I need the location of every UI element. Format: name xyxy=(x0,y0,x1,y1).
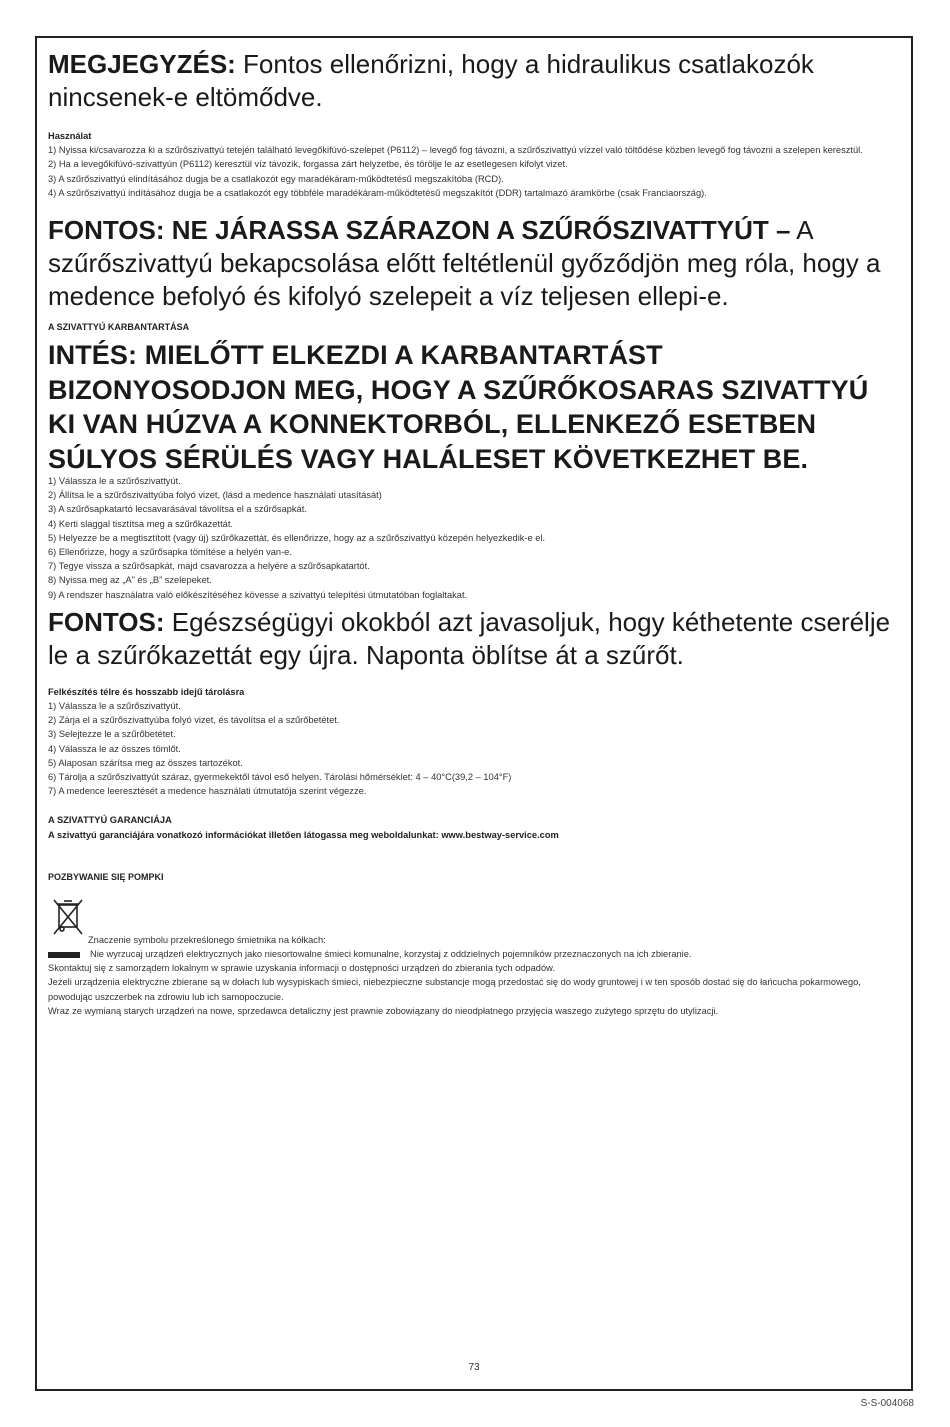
usage-section xyxy=(48,129,900,200)
winter-item: 3) Selejtezze le a szűrőbetétet. xyxy=(48,729,176,740)
important-2-text: Egészségügyi okokból azt javasoljuk, hogy kéthetente cserélje le a szűrőkazettát egy újra. Naponta öblítse át a szűrőt. xyxy=(48,606,891,670)
usage-item: 1) Nyissa ki/csavarozza ki a szűrőszivattyú tetején található levegőkifúvó-szelepet (P6112) – levegő fog távozni, a szűrőszivattyú vízzel való töltődése közben levegő fog távozni a szelepen keresztül. xyxy=(48,145,863,156)
page-frame xyxy=(35,36,913,1391)
disposal-heading: POZBYWANIE SIĘ POMPKI xyxy=(48,871,164,882)
important-2-label: FONTOS: xyxy=(48,606,165,637)
disposal-line-4: Jeżeli urządzenia elektryczne zbierane są w dołach lub wysypiskach śmieci, niebezpieczne substancje mogą przedostać się do wody gruntowej i w ten sposób dostać się do łańcucha pokarmowego, powodując uszczerbek na zdrowiu lub ich samopoczucie. xyxy=(48,977,861,1002)
warranty-section xyxy=(48,813,900,841)
winter-heading: Felkészítés télre és hosszabb idejű tárolásra xyxy=(48,686,245,697)
crossed-bin-icon xyxy=(50,896,86,940)
disposal-line-5: Wraz ze wymianą starych urządzeń na nowe, sprzedawca detaliczny jest prawnie zobowiązany do nieodpłatnego przyjęcia waszego zużytego sprzętu do utylizacji. xyxy=(48,1005,719,1016)
disposal-section xyxy=(48,872,900,1018)
maintenance-section xyxy=(48,322,900,602)
maintenance-item: 6) Ellenőrizze, hogy a szűrősapka tömítése a helyén van-e. xyxy=(48,547,292,558)
maintenance-item: 1) Válassza le a szűrőszivattyút. xyxy=(48,476,181,487)
disposal-line-1: Znaczenie symbolu przekreślonego śmietnika na kółkach: xyxy=(88,934,326,945)
winter-item: 2) Zárja el a szűrőszivattyúba folyó vizet, és távolítsa el a szűrőbetétet. xyxy=(48,715,340,726)
page-number: 73 xyxy=(468,1362,480,1373)
usage-item: 4) A szűrőszivattyú indításához dugja be a csatlakozót egy többféle maradékáram-működtetésű megszakítót (DDR) tartalmazó áramkörbe (csak Franciaország). xyxy=(48,187,707,198)
maintenance-item: 3) A szűrősapkatartó lecsavarásával távolítsa el a szűrősapkát. xyxy=(48,504,307,515)
note-paragraph xyxy=(48,48,900,114)
winter-section xyxy=(48,685,900,799)
note-label: MEGJEGYZÉS: xyxy=(48,49,236,79)
warranty-text: A szivattyú garanciájára vonatkozó információkat illetően látogassa meg weboldalunkat: www.bestway-service.com xyxy=(48,829,559,840)
disposal-line-3: Skontaktuj się z samorządem lokalnym w sprawie uzyskania informacji o dostępności urządzeń do zbierania tych odpadów. xyxy=(48,963,555,974)
maintenance-item: 4) Kerti slaggal tisztítsa meg a szűrőkazettát. xyxy=(48,518,233,529)
important-1-paragraph xyxy=(48,214,900,313)
maintenance-item: 5) Helyezze be a megtisztított (vagy új) szűrőkazettát, és ellenőrizze, hogy az a szűrőszivattyú közepén helyezkedik-e el. xyxy=(48,532,546,543)
maintenance-warning: INTÉS: MIELŐTT ELKEZDI A KARBANTARTÁST BIZONYOSODJON MEG, HOGY A SZŰRŐKOSARAS SZIVATTYÚ KI VAN HÚZVA A KONNEKTORBÓL, ELLENKEZŐ ESETBEN SÚLYOS SÉRÜLÉS VAGY HALÁLESET KÖVETKEZHET BE. xyxy=(48,340,869,474)
maintenance-item: 2) Állítsa le a szűrőszivattyúba folyó vizet, (lásd a medence használati utasítását) xyxy=(48,490,382,501)
document-code: S-S-004068 xyxy=(860,1398,914,1409)
warranty-heading: A SZIVATTYÚ GARANCIÁJA xyxy=(48,815,172,826)
usage-item: 3) A szűrőszivattyú elindításához dugja be a csatlakozót egy maradékáram-működtetésű megszakítóba (RCD). xyxy=(48,173,504,184)
usage-heading: Használat xyxy=(48,131,92,141)
winter-item: 6) Tárolja a szűrőszivattyút száraz, gyermekektől távol eső helyen. Tárolási hőmérséklet: 4 – 40°C(39,2 – 104°F) xyxy=(48,772,512,783)
usage-item: 2) Ha a levegőkifúvó-szivattyún (P6112) keresztül víz távozik, forgassa zárt helyzetbe, és törölje le az esetlegesen kifolyt vizet. xyxy=(48,159,568,170)
winter-item: 1) Válassza le a szűrőszivattyút. xyxy=(48,701,181,712)
maintenance-item: 7) Tegye vissza a szűrősapkát, majd csavarozza a helyére a szűrősapkatartót. xyxy=(48,561,370,572)
winter-item: 5) Alaposan szárítsa meg az összes tartozékot. xyxy=(48,757,243,768)
winter-item: 4) Válassza le az összes tömlőt. xyxy=(48,743,181,754)
important-1-label: FONTOS: NE JÁRASSA SZÁRAZON A SZŰRŐSZIVATTYÚT – xyxy=(48,215,791,246)
important-2-paragraph xyxy=(48,606,900,672)
winter-item: 7) A medence leeresztését a medence használati útmutatója szerint végezze. xyxy=(48,786,367,797)
maintenance-heading: A SZIVATTYÚ KARBANTARTÁSA xyxy=(48,322,190,333)
maintenance-item: 8) Nyissa meg az „A” és „B” szelepeket. xyxy=(48,575,212,586)
disposal-line-2: Nie wyrzucaj urządzeń elektrycznych jako niesortowalne śmieci komunalne, korzystaj z oddzielnych pojemników przeznaczonych na ich zbieranie. xyxy=(48,947,900,961)
page-content xyxy=(48,48,900,1018)
note-text: Fontos ellenőrizni, hogy a hidraulikus csatlakozók nincsenek-e eltömődve. xyxy=(48,49,814,112)
important-1-text: A szűrőszivattyú bekapcsolása előtt feltétlenül győződjön meg róla, hogy a medence befolyó és kifolyó szelepeit a víz teljesen ellepi-e. xyxy=(48,215,881,312)
weee-bar-icon xyxy=(48,952,80,958)
maintenance-item: 9) A rendszer használatra való előkészítéséhez kövesse a szivattyú telepítési útmutatóban foglaltakat. xyxy=(48,589,468,600)
